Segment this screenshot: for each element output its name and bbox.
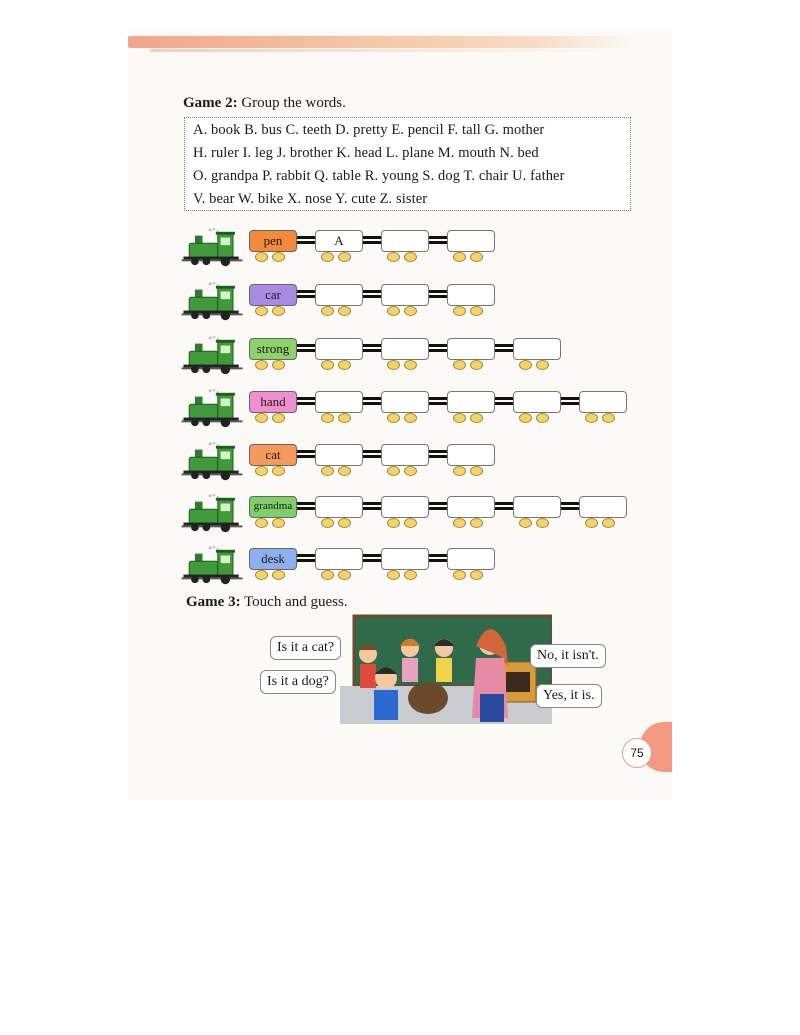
wheel-icon bbox=[519, 413, 532, 423]
car-wheels bbox=[519, 360, 559, 370]
wheel-icon bbox=[387, 570, 400, 580]
wheel-icon bbox=[255, 413, 268, 423]
wheel-icon bbox=[453, 306, 466, 316]
wheel-icon bbox=[255, 252, 268, 262]
car-wheels bbox=[321, 570, 361, 580]
train-coupler bbox=[429, 397, 447, 405]
train-row bbox=[181, 442, 641, 482]
wheel-icon bbox=[536, 413, 549, 423]
answer-car[interactable] bbox=[381, 548, 429, 570]
car-wheels bbox=[453, 252, 493, 262]
word-list-row: A. book B. bus C. teeth D. pretty E. pencil F. tall G. mother bbox=[193, 122, 545, 138]
car-wheels bbox=[387, 252, 427, 262]
wheel-icon bbox=[404, 466, 417, 476]
answer-car[interactable] bbox=[315, 391, 363, 413]
category-car: desk bbox=[249, 548, 297, 570]
wheel-icon bbox=[321, 252, 334, 262]
locomotive-icon bbox=[181, 442, 245, 482]
car-wheels bbox=[453, 306, 493, 316]
wheel-icon bbox=[519, 360, 532, 370]
train-coupler bbox=[297, 450, 315, 458]
answer-car[interactable] bbox=[447, 548, 495, 570]
wheel-icon bbox=[338, 360, 351, 370]
wheel-icon bbox=[338, 306, 351, 316]
wheel-icon bbox=[272, 252, 285, 262]
wheel-icon bbox=[453, 466, 466, 476]
wheel-icon bbox=[602, 413, 615, 423]
train-coupler bbox=[495, 502, 513, 510]
word-list-row: V. bear W. bike X. nose Y. cute Z. sister bbox=[193, 191, 428, 207]
car-wheels bbox=[387, 518, 427, 528]
wheel-icon bbox=[470, 466, 483, 476]
category-car: pen bbox=[249, 230, 297, 252]
word-list-row: O. grandpa P. rabbit Q. table R. young S. dog T. chair U. father bbox=[193, 168, 565, 184]
wheel-icon bbox=[255, 570, 268, 580]
car-wheels bbox=[321, 518, 361, 528]
answer-car[interactable] bbox=[447, 230, 495, 252]
wheel-icon bbox=[338, 413, 351, 423]
answer-car[interactable] bbox=[381, 230, 429, 252]
car-wheels bbox=[453, 570, 493, 580]
answer-car[interactable] bbox=[381, 284, 429, 306]
word-list-row: H. ruler I. leg J. brother K. head L. plane M. mouth N. bed bbox=[193, 145, 539, 161]
category-car: hand bbox=[249, 391, 297, 413]
answer-car[interactable] bbox=[315, 284, 363, 306]
header-stripe bbox=[128, 36, 636, 48]
wheel-icon bbox=[453, 413, 466, 423]
wheel-icon bbox=[272, 570, 285, 580]
answer-car[interactable]: A bbox=[315, 230, 363, 252]
wheel-icon bbox=[470, 252, 483, 262]
page-number: 75 bbox=[622, 738, 652, 768]
wheel-icon bbox=[453, 252, 466, 262]
train-coupler bbox=[495, 344, 513, 352]
wheel-icon bbox=[255, 306, 268, 316]
header-stripe-thin bbox=[150, 49, 620, 52]
train-coupler bbox=[297, 236, 315, 244]
answer-car[interactable] bbox=[579, 391, 627, 413]
answer-car[interactable] bbox=[447, 338, 495, 360]
car-wheels bbox=[387, 360, 427, 370]
answer-car[interactable] bbox=[447, 444, 495, 466]
locomotive-icon bbox=[181, 389, 245, 429]
car-wheels bbox=[321, 360, 361, 370]
car-wheels bbox=[453, 518, 493, 528]
wheel-icon bbox=[387, 413, 400, 423]
wheel-icon bbox=[404, 306, 417, 316]
answer-car[interactable] bbox=[381, 391, 429, 413]
train-coupler bbox=[297, 554, 315, 562]
wheel-icon bbox=[404, 518, 417, 528]
locomotive-icon bbox=[181, 228, 245, 268]
car-wheels bbox=[321, 413, 361, 423]
wheel-icon bbox=[585, 413, 598, 423]
locomotive-icon bbox=[181, 336, 245, 376]
wheel-icon bbox=[470, 518, 483, 528]
wheel-icon bbox=[338, 518, 351, 528]
train-coupler bbox=[363, 397, 381, 405]
answer-car[interactable] bbox=[513, 338, 561, 360]
game3-instruction: Touch and guess. bbox=[244, 594, 348, 610]
train-row bbox=[181, 228, 641, 268]
train-coupler bbox=[363, 554, 381, 562]
train-coupler bbox=[297, 397, 315, 405]
speech-bubble-cat-question: Is it a cat? bbox=[270, 636, 341, 660]
car-wheels bbox=[387, 466, 427, 476]
answer-car[interactable] bbox=[447, 284, 495, 306]
wheel-icon bbox=[255, 466, 268, 476]
game2-heading bbox=[183, 95, 346, 112]
wheel-icon bbox=[387, 466, 400, 476]
wheel-icon bbox=[255, 518, 268, 528]
wheel-icon bbox=[470, 570, 483, 580]
car-wheels bbox=[255, 518, 295, 528]
category-car: car bbox=[249, 284, 297, 306]
car-wheels bbox=[387, 413, 427, 423]
word-list-box bbox=[184, 117, 631, 211]
wheel-icon bbox=[536, 518, 549, 528]
answer-car[interactable] bbox=[579, 496, 627, 518]
answer-car[interactable] bbox=[447, 496, 495, 518]
train-coupler bbox=[561, 502, 579, 510]
train-coupler bbox=[429, 344, 447, 352]
speech-bubble-dog-question: Is it a dog? bbox=[260, 670, 336, 694]
category-car: grandma bbox=[249, 496, 297, 518]
train-coupler bbox=[495, 397, 513, 405]
train-coupler bbox=[561, 397, 579, 405]
car-wheels bbox=[453, 413, 493, 423]
wheel-icon bbox=[453, 570, 466, 580]
train-coupler bbox=[429, 450, 447, 458]
wheel-icon bbox=[387, 518, 400, 528]
wheel-icon bbox=[536, 360, 549, 370]
train-coupler bbox=[429, 236, 447, 244]
wheel-icon bbox=[338, 570, 351, 580]
locomotive-icon bbox=[181, 546, 245, 586]
category-car: strong bbox=[249, 338, 297, 360]
wheel-icon bbox=[338, 252, 351, 262]
answer-car[interactable] bbox=[315, 496, 363, 518]
car-wheels bbox=[321, 252, 361, 262]
wheel-icon bbox=[404, 252, 417, 262]
train-coupler bbox=[297, 290, 315, 298]
train-row bbox=[181, 336, 641, 376]
answer-car[interactable] bbox=[381, 444, 429, 466]
car-wheels bbox=[255, 252, 295, 262]
category-car: cat bbox=[249, 444, 297, 466]
wheel-icon bbox=[321, 518, 334, 528]
wheel-icon bbox=[321, 360, 334, 370]
answer-car[interactable] bbox=[381, 496, 429, 518]
wheel-icon bbox=[470, 360, 483, 370]
wheel-icon bbox=[387, 360, 400, 370]
wheel-icon bbox=[321, 570, 334, 580]
game3-heading bbox=[186, 594, 348, 611]
train-coupler bbox=[363, 290, 381, 298]
train-coupler bbox=[363, 502, 381, 510]
train-row bbox=[181, 494, 641, 534]
wheel-icon bbox=[602, 518, 615, 528]
wheel-icon bbox=[453, 360, 466, 370]
car-wheels bbox=[255, 306, 295, 316]
wheel-icon bbox=[404, 413, 417, 423]
wheel-icon bbox=[470, 413, 483, 423]
wheel-icon bbox=[387, 252, 400, 262]
answer-car[interactable] bbox=[381, 338, 429, 360]
wheel-icon bbox=[470, 306, 483, 316]
car-wheels bbox=[255, 466, 295, 476]
wheel-icon bbox=[272, 360, 285, 370]
classroom-illustration bbox=[267, 614, 599, 724]
speech-bubble-no-answer: No, it isn't. bbox=[530, 644, 606, 668]
answer-car[interactable] bbox=[315, 338, 363, 360]
wheel-icon bbox=[453, 518, 466, 528]
train-row bbox=[181, 389, 641, 429]
answer-car[interactable] bbox=[513, 496, 561, 518]
locomotive-icon bbox=[181, 282, 245, 322]
car-wheels bbox=[387, 570, 427, 580]
wheel-icon bbox=[338, 466, 351, 476]
answer-car[interactable] bbox=[447, 391, 495, 413]
car-wheels bbox=[519, 518, 559, 528]
wheel-icon bbox=[387, 306, 400, 316]
train-row bbox=[181, 546, 641, 586]
answer-car[interactable] bbox=[315, 444, 363, 466]
game2-label: Game 2: bbox=[183, 95, 238, 111]
wheel-icon bbox=[404, 360, 417, 370]
game2-instruction: Group the words. bbox=[241, 95, 346, 111]
car-wheels bbox=[453, 360, 493, 370]
answer-car[interactable] bbox=[513, 391, 561, 413]
speech-bubble-yes-answer: Yes, it is. bbox=[536, 684, 602, 708]
car-wheels bbox=[585, 518, 625, 528]
wheel-icon bbox=[272, 466, 285, 476]
car-wheels bbox=[387, 306, 427, 316]
car-wheels bbox=[255, 570, 295, 580]
wheel-icon bbox=[272, 306, 285, 316]
wheel-icon bbox=[321, 413, 334, 423]
train-row bbox=[181, 282, 641, 322]
wheel-icon bbox=[519, 518, 532, 528]
train-coupler bbox=[363, 344, 381, 352]
car-wheels bbox=[255, 413, 295, 423]
wheel-icon bbox=[272, 518, 285, 528]
wheel-icon bbox=[272, 413, 285, 423]
wheel-icon bbox=[255, 360, 268, 370]
car-wheels bbox=[519, 413, 559, 423]
answer-car[interactable] bbox=[315, 548, 363, 570]
car-wheels bbox=[453, 466, 493, 476]
car-wheels bbox=[255, 360, 295, 370]
car-wheels bbox=[585, 413, 625, 423]
train-coupler bbox=[429, 554, 447, 562]
train-coupler bbox=[363, 236, 381, 244]
wheel-icon bbox=[585, 518, 598, 528]
wheel-icon bbox=[404, 570, 417, 580]
train-coupler bbox=[297, 502, 315, 510]
locomotive-icon bbox=[181, 494, 245, 534]
train-coupler bbox=[429, 502, 447, 510]
car-wheels bbox=[321, 466, 361, 476]
wheel-icon bbox=[321, 466, 334, 476]
game3-label: Game 3: bbox=[186, 594, 241, 610]
train-coupler bbox=[363, 450, 381, 458]
car-wheels bbox=[321, 306, 361, 316]
train-coupler bbox=[429, 290, 447, 298]
wheel-icon bbox=[321, 306, 334, 316]
train-coupler bbox=[297, 344, 315, 352]
classroom-picture bbox=[340, 614, 552, 724]
